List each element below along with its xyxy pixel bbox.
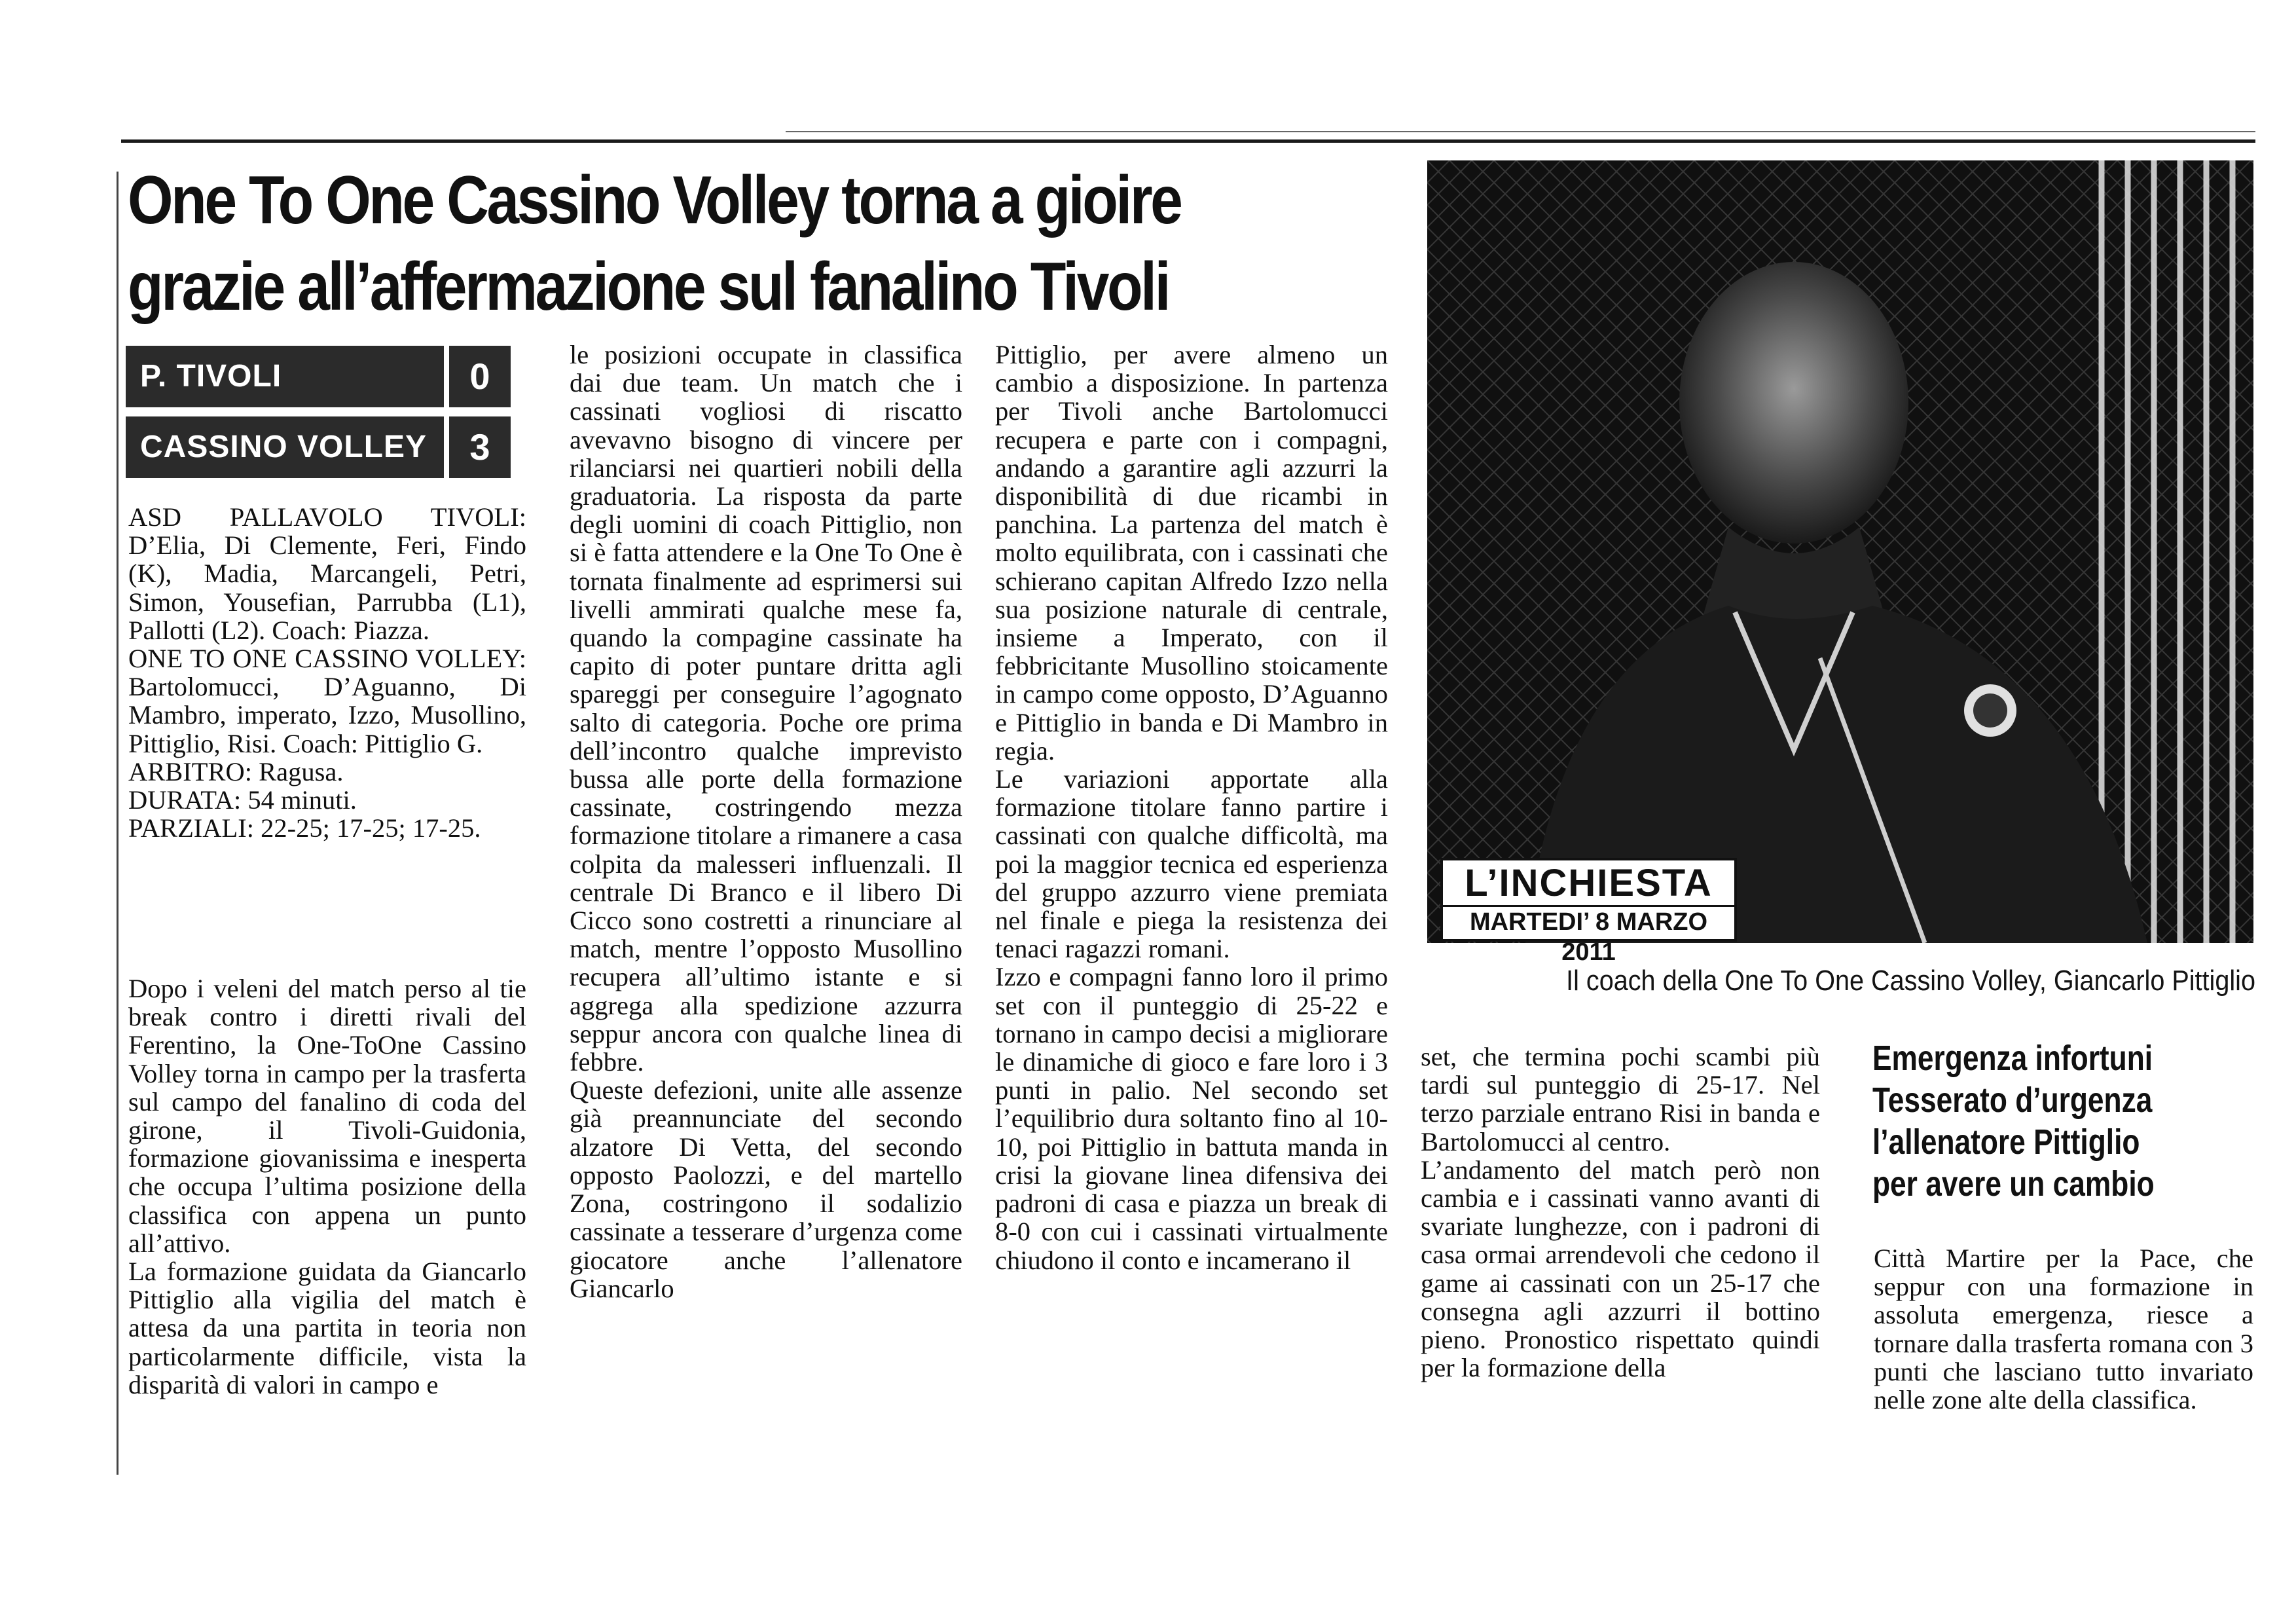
- headline: [128, 157, 1411, 330]
- lineup-box: [128, 503, 526, 842]
- headline-line-1: One To One Cassino Volley torna a gioire: [128, 162, 1181, 238]
- paragraph: Pittiglio, per avere almeno un cambio a disposizione. In partenza per Tivoli anche Bartolomucci recupera e parte con i compagni, andando a garantire agli azzurri la disponibilità di due ricambi in panchina. La partenza del match è molto equilibrata, con i cassinati che schierano capitan Alfredo Izzo nella sua posizione naturale di centrale, insieme a Imperato, con il febbricitante Musollino stoicamente in campo come opposto, D’Aguanno e Pittiglio in banda e Di Mambro in regia.: [995, 340, 1388, 766]
- paragraph: Le variazioni apportate alla formazione titolare fanno partire i cassinati con qualche difficoltà, ma poi la maggior tecnica ed esperienza del gruppo azzurro viene premiata nel finale e piega la resistenza dei tenaci ragazzi romani.: [995, 764, 1388, 964]
- away-lineup-players: Bartolomucci, D’Aguanno, Di Mambro, imperato, Izzo, Musollino, Pittiglio, Risi. Coach: Pittiglio G.: [128, 672, 526, 758]
- paragraph: L’andamento del match però non cambia e i cassinati vanno avanti di svariate lunghezze, con i padroni di casa ormai arrendevoli che cedono il game ai cassinati con un 25-17 che consegna agli azzurri il bottino pieno. Pronostico rispettato quindi per la formazione della: [1421, 1154, 1820, 1383]
- partials: PARZIALI: 22-25; 17-25; 17-25.: [128, 813, 481, 843]
- away-lineup-label: ONE TO ONE CASSINO VOLLEY:: [128, 644, 526, 674]
- home-lineup-players: D’Elia, Di Clemente, Feri, Findo (K), Madia, Marcangeli, Petri, Simon, Yousefian, Parrubba (L1), Pallotti (L2). Coach: Piazza.: [128, 530, 526, 645]
- coach-photo-illustration: [1427, 160, 2253, 943]
- paragraph: Izzo e compagni fanno loro il primo set con il punteggio di 25-22 e tornano in campo decisi a migliorare le dinamiche di gioco e fare loro i 3 punti in palio. Nel secondo set l’equilibrio dura soltanto fino al 10-10, poi Pittiglio in battuta manda in crisi la giovane linea difensiva dei padroni di casa e piazza un break di 8-0 con cui i cassinati virtualmente chiudono il conto e incamerano il: [995, 962, 1388, 1275]
- home-lineup-label: ASD PALLAVOLO TIVOLI:: [128, 502, 526, 532]
- article-column-1: [128, 974, 526, 1399]
- home-team-score: 0: [449, 346, 511, 407]
- source-title: L’INCHIESTA: [1465, 862, 1713, 904]
- paragraph: Città Martire per la Pace, che seppur con una formazione in assoluta emergenza, riesce a tornare dalla trasferta romana con 3 punti che lasciano tutto invariato nelle zone alte della classifica.: [1874, 1244, 2253, 1415]
- sidebar-headline-line-4: per avere un cambio: [1872, 1164, 2155, 1204]
- margin-line: [117, 172, 118, 1475]
- top-thin-rule: [786, 131, 2255, 132]
- sidebar-headline-line-2: Tesserato d’urgenza: [1872, 1080, 2153, 1120]
- article-column-2: [570, 341, 962, 1302]
- scoreboard: [126, 346, 511, 487]
- article-column-3: [995, 341, 1388, 1274]
- away-team-name: CASSINO VOLLEY: [126, 416, 449, 478]
- home-team-name: P. TIVOLI: [126, 346, 449, 407]
- sidebar-headline-line-1: Emergenza infortuni: [1872, 1039, 2153, 1078]
- source-tag: [1440, 858, 1737, 966]
- source-date: MARTEDI’ 8 MARZO 2011: [1443, 905, 1734, 967]
- sidebar-headline-line-3: l’allenatore Pittiglio: [1872, 1122, 2140, 1162]
- headline-line-2: grazie all’affermazione sul fanalino Tivoli: [128, 249, 1169, 325]
- score-row-away: [126, 416, 511, 478]
- photo-caption: Il coach della One To One Cassino Volley, Giancarlo Pittiglio: [1566, 965, 2255, 997]
- paragraph: set, che termina pochi scambi più tardi sul punteggio di 25-17. Nel terzo parziale entrano Risi in banda e Bartolomucci al centro.: [1421, 1042, 1820, 1156]
- paragraph: La formazione guidata da Giancarlo Pittiglio alla vigilia del match è attesa da una partita in teoria non particolarmente difficile, vista la disparità di valori in campo e: [128, 1257, 526, 1399]
- away-team-score: 3: [449, 416, 511, 478]
- paragraph: Dopo i veleni del match perso al tie break contro i diretti rivali del Ferentino, la One-ToOne Cassino Volley torna in campo per la trasferta sul campo del fanalino di coda del girone, il Tivoli-Guidonia, formazione giovanissima e inesperta che occupa l’ultima posizione della classifica con appena un punto all’attivo.: [128, 974, 526, 1258]
- article-column-4: [1421, 1043, 1820, 1382]
- top-rule: [121, 139, 2255, 143]
- coach-photo: [1427, 160, 2253, 943]
- paragraph: Queste defezioni, unite alle assenze già preannunciate del secondo alzatore Di Vetta, del secondo opposto Paolozzi, e del martello Zona, costringono il sodalizio cassinate a tesserare d’urgenza come giocatore anche l’allenatore Giancarlo: [570, 1075, 962, 1303]
- score-row-home: [126, 346, 511, 407]
- duration: DURATA: 54 minuti.: [128, 785, 357, 815]
- referee: ARBITRO: Ragusa.: [128, 756, 344, 786]
- sidebar-headline: [1872, 1037, 2265, 1205]
- paragraph: le posizioni occupate in classifica dai due team. Un match che i cassinati vogliosi di riscatto avevavno bisogno di vincere per rilanciarsi nei quartieri nobili della graduatoria. La risposta da parte degli uomini di coach Pittiglio, non si è fatta attendere e la One To One è tornata finalmente ad esprimersi sui livelli ammirati qualche mese fa, quando la compagine cassinate ha capito di poter puntare dritta agli spareggi per conseguire l’agognato salto di categoria. Poche ore prima dell’incontro qualche imprevisto bussa alle porte della formazione cassinate, costringendo mezza formazione titolare a rimanere a casa colpita da malesseri influenzali. Il centrale Di Branco e il libero Di Cicco sono costretti a rinunciare al match, mentre l’opposto Musollino recupera all’ultimo istante e si aggrega alla spedizione azzurra seppur ancora con qualche linea di febbre.: [570, 340, 962, 1077]
- article-column-5: [1874, 1244, 2253, 1414]
